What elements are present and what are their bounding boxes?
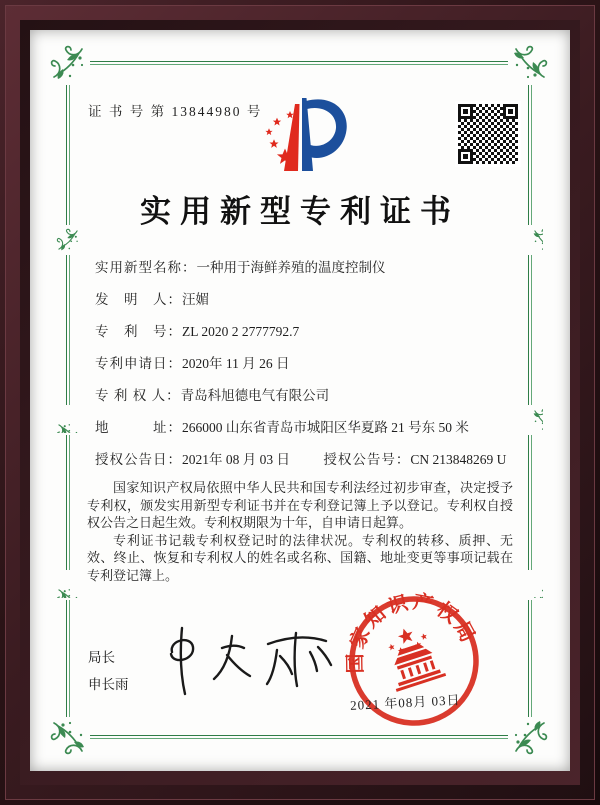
field-label: 地 址： (95, 420, 182, 435)
field-value: 2020年 11 月 26 日 (182, 356, 290, 371)
signer-name: 申长雨 (88, 677, 129, 692)
legal-paragraph: 国家知识产权局依照中华人民共和国专利法经过初步审查，决定授予专利权，颁发实用新型专利证书并在专利登记簿上予以登记。专利权自授权公告之日起生效。专利权期限为十年，自申请日起算。 (87, 480, 513, 531)
floral-ornament-icon (510, 43, 550, 83)
field-label: 发 明 人： (95, 292, 182, 307)
field-value: 汪媚 (182, 292, 209, 307)
national-emblem-icon (379, 621, 446, 692)
border-top (90, 61, 508, 64)
field-label: 授权公告日： (95, 452, 182, 467)
field-value: 266000 山东省青岛市城阳区华夏路 21 号东 50 米 (182, 420, 469, 435)
border-left-2 (66, 255, 69, 405)
field-value: CN 213848269 U (410, 452, 507, 467)
field-label: 授权公告号： (323, 452, 411, 467)
border-left-3 (66, 435, 69, 570)
field-value: 一种用于海鲜养殖的温度控制仪 (196, 260, 386, 275)
border-right-4 (528, 600, 531, 717)
floral-ornament-icon (510, 717, 550, 757)
floral-ornament-icon (55, 407, 81, 433)
field-row (95, 448, 530, 480)
field-row (95, 416, 530, 448)
border-left-4 (66, 600, 69, 717)
qr-finder-icon (503, 104, 518, 119)
qr-finder-icon (458, 149, 473, 164)
seal-date: 2021 年08月 03日 (349, 692, 461, 713)
floral-ornament-icon (517, 572, 543, 598)
field-label: 专 利 号： (95, 324, 182, 339)
border-bottom (90, 735, 508, 738)
floral-ornament-icon (48, 43, 88, 83)
cnipa-patent-logo-icon (250, 94, 350, 180)
signer-title: 局长 (88, 650, 115, 665)
field-row (95, 320, 530, 352)
field-label: 专 利 权 人： (95, 388, 181, 403)
field-value: 2021年 08 月 03 日 (182, 452, 290, 467)
legal-paragraph: 专利证书记载专利权登记时的法律状况。专利权的转移、质押、无效、终止、恢复和专利权人的姓名或名称、国籍、地址变更等事项记载在专利登记簿上。 (87, 532, 513, 583)
field-row (95, 384, 530, 416)
field-list (95, 256, 530, 480)
qr-finder-icon (458, 104, 473, 119)
field-row (95, 288, 530, 320)
field-value: ZL 2020 2 2777792.7 (182, 324, 300, 339)
seal-text: 国家知识产权局 (344, 591, 481, 674)
field-label: 专利申请日： (95, 356, 182, 371)
signature-shen-changyu-icon (150, 622, 340, 700)
field-row (95, 352, 530, 384)
field-row (95, 256, 530, 288)
certificate-number: 证 书 号 第 13844980 号 (88, 104, 263, 119)
field-value: 青岛科旭德电气有限公司 (180, 388, 330, 403)
floral-ornament-icon (48, 717, 88, 757)
qr-code (458, 104, 518, 164)
certificate-title: 实用新型专利证书 (140, 194, 460, 229)
legal-text (87, 479, 513, 585)
floral-ornament-icon (55, 572, 81, 598)
field-label: 实用新型名称： (95, 260, 197, 275)
signer-block (88, 644, 129, 698)
